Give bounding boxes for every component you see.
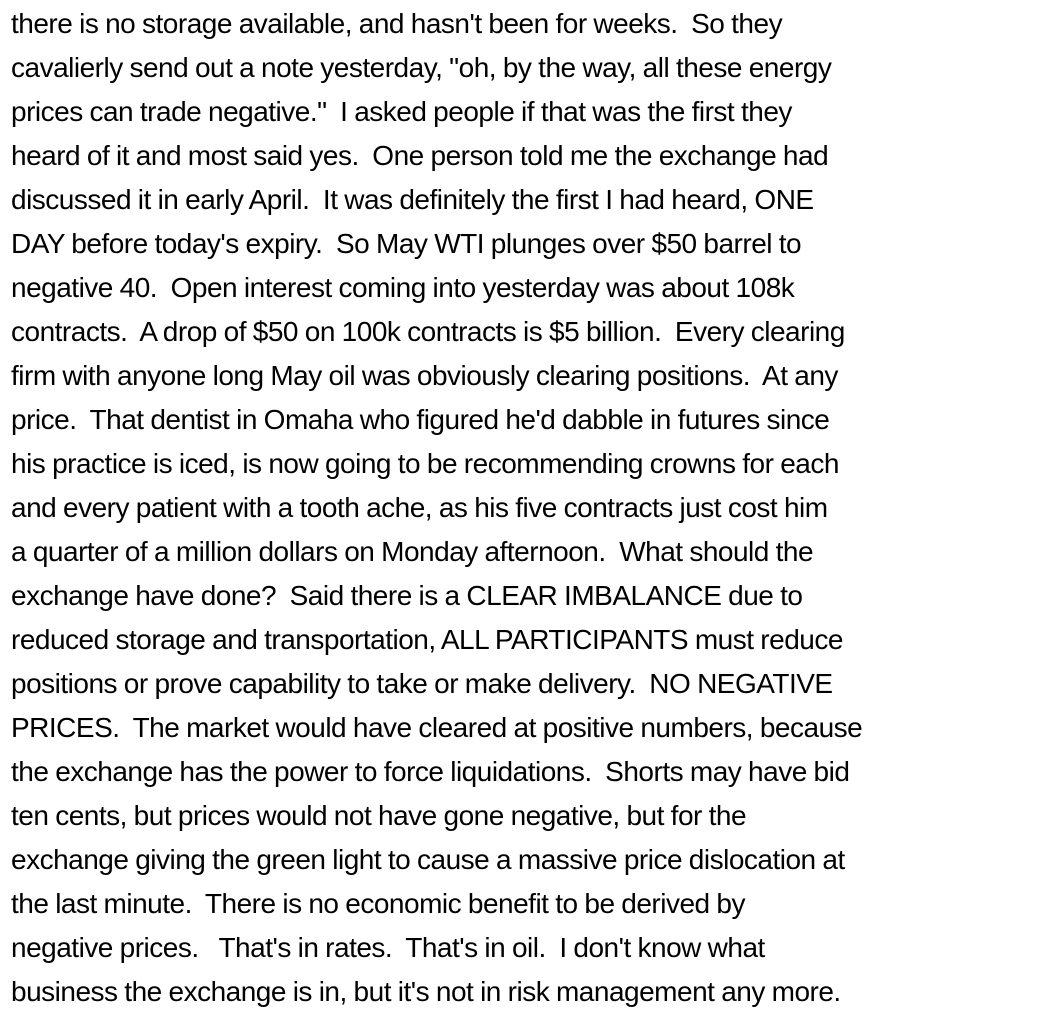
text-line: positions or prove capability to take or make delivery. NO NEGATIVE: [11, 668, 833, 699]
text-line: there is no storage available, and hasn't been for weeks. So they: [11, 8, 783, 39]
document-body: [11, 2, 1036, 1014]
text-line: business the exchange is in, but it's not in risk management any more.: [11, 976, 841, 1007]
text-line: PRICES. The market would have cleared at positive numbers, because: [11, 712, 863, 743]
text-line: prices can trade negative." I asked people if that was the first they: [11, 96, 792, 127]
text-line: cavalierly send out a note yesterday, "oh, by the way, all these energy: [11, 52, 832, 83]
text-line: his practice is iced, is now going to be recommending crowns for each: [11, 448, 839, 479]
text-line: reduced storage and transportation, ALL PARTICIPANTS must reduce: [11, 624, 843, 655]
text-line: and every patient with a tooth ache, as his five contracts just cost him: [11, 492, 828, 523]
text-line: exchange giving the green light to cause a massive price dislocation at: [11, 844, 845, 875]
text-line: firm with anyone long May oil was obviously clearing positions. At any: [11, 360, 838, 391]
text-line: price. That dentist in Omaha who figured he'd dabble in futures since: [11, 404, 830, 435]
text-line: ten cents, but prices would not have gone negative, but for the: [11, 800, 747, 831]
text-line: the last minute. There is no economic benefit to be derived by: [11, 888, 745, 919]
text-line: DAY before today's expiry. So May WTI plunges over $50 barrel to: [11, 228, 802, 259]
text-line: negative 40. Open interest coming into yesterday was about 108k: [11, 272, 795, 303]
text-line: contracts. A drop of $50 on 100k contracts is $5 billion. Every clearing: [11, 316, 845, 347]
text-line: a quarter of a million dollars on Monday afternoon. What should the: [11, 536, 814, 567]
text-line: heard of it and most said yes. One person told me the exchange had: [11, 140, 829, 171]
text-line: discussed it in early April. It was definitely the first I had heard, ONE: [11, 184, 814, 215]
text-line: exchange have done? Said there is a CLEAR IMBALANCE due to: [11, 580, 803, 611]
text-line: the exchange has the power to force liquidations. Shorts may have bid: [11, 756, 850, 787]
text-line: negative prices. That's in rates. That's in oil. I don't know what: [11, 932, 765, 963]
